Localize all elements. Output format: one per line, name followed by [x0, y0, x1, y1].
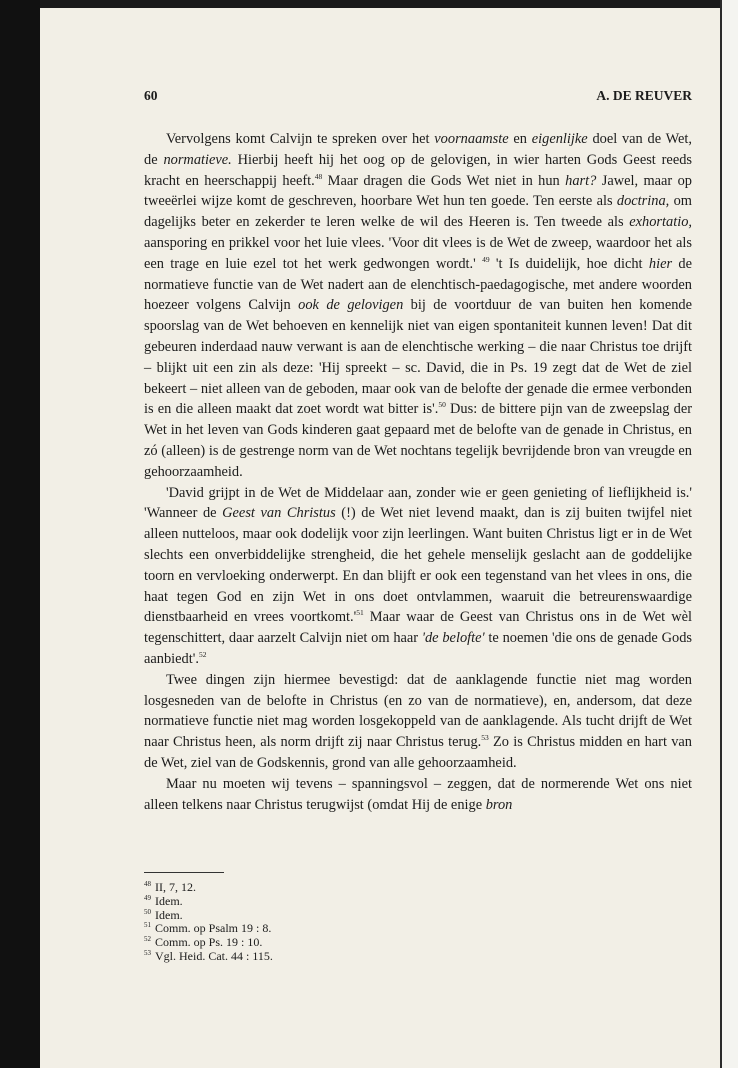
footnote-ref: 52	[198, 650, 207, 660]
book-page	[40, 8, 720, 1068]
scan-border-top	[0, 0, 738, 8]
footnote: $^{50}$ Idem.	[144, 907, 183, 922]
scan-border-left	[0, 0, 40, 1068]
paragraph-1: Vervolgens komt Calvijn te spreken over het voornaamste en eigenlijke doel van de Wet, de normatieve. Hierbij heeft hij het oog op de gelovigen, in wier harten Gods Geest reeds kracht en heerschappij heeft.$^{48}$ Maar dragen die Gods Wet niet in hun hart? Jawel, maar op tweeërlei wijze komt de geschreven, hoorbare Wet hun ten goede. Ten eerste als doctrina, om dagelijks beter en zekerder te leren welke de wil des Heeren is. Ten tweede als exhortatio, aansporing en prikkel voor het luie vlees. 'Voor dit vlees is de Wet de zweep, waardoor het als een trage en luie ezel tot het werk gedwongen wordt.' $^{49}$ 't Is duidelijk, hoe dicht hier de normatieve functie van de Wet nadert aan de elenchtisch-paedagogische, met andere woorden hoezeer volgens Calvijn ook de gelovigen bij de voortduur de van buiten hen komende spoorslag van de Wet behoeven en kennelijk niet van eigen spontaniteit kunnen leven! Dat dit gebeuren inderdaad nauw verwant is aan de elenchtische werking – die naar Christus toe drijft – blijkt uit een zin als deze: 'Hij spreekt – sc. David, die in Ps. 19 zegt dat de Wet de ziel bekeert – niet alleen van de geboden, maar ook van de belofte der genade die ermee verbonden is en die alleen maakt dat zoet wordt wat bitter is'.$^{50}$ Dus: de bittere pijn van de zweepslag der Wet in het leven van Gods kinderen gaat gepaard met de belofte van de genade in Christus, en zó (alleen) is de gestrenge norm van de Wet nochtans tegelijk bevrijdende bron van vreugde en gehoorzaamheid.	[144, 131, 693, 480]
running-header	[144, 88, 692, 108]
footnote: $^{48}$ II, 7, 12.	[144, 880, 196, 894]
paragraph-3: Twee dingen zijn hiermee bevestigd: dat de aanklagende functie niet mag worden losgesneden van de belofte in Christus (en zo van de normatieve), en, andersom, dat deze normatieve functie niet mag worden losgekoppeld van de aanklagende. Als tucht drijft de Wet naar Christus heen, als norm drijft zij naar Christus terug.$^{53}$ Zo is Christus midden en hart van de Wet, ziel van de Godskennis, grond van alle gehoorzaamheid.	[144, 671, 692, 771]
footnote-ref: 49	[482, 254, 490, 264]
footnote-ref: 48	[314, 171, 323, 181]
body-text	[144, 129, 692, 815]
footnote: $^{52}$ Comm. op Ps. 19 : 10.	[144, 935, 263, 950]
footnotes	[144, 881, 544, 964]
footnote-divider	[144, 872, 224, 873]
footnote: $^{49}$ Idem.	[144, 893, 183, 908]
footnote: $^{53}$ Vgl. Heid. Cat. 44 : 115.	[144, 948, 273, 963]
paragraph-2: 'David grijpt in de Wet de Middelaar aan, zonder wie er geen genieting of lieflijkheid is.' 'Wanneer de Geest van Christus (!) de Wet niet levend maakt, dan is zij buiten twijfel niet alleen nutteloos, maar ook dodelijk voor zijn leerlingen. Want buiten Christus ligt er in de Wet slechts een onverbiddelijke strengheid, die het gehele menselijk geslacht aan de goddelijke toorn en vervloeking onderwerpt. En dan blijft er ook een tegenstand van het vlees in ons, die haat tegen God en zijn Wet in ons doet ontvlammen, waaruit die betreurenswaardige dienstbaarheid en vrees $voortkomt.'^{51}$ Maar waar de Geest van Christus ons in de Wet wèl tegenschittert, daar aarzelt Calvijn niet om haar 'de belofte' te noemen 'die ons de genade Gods aanbiedt'.$^{52}$	[144, 484, 693, 667]
running-head-author: A. DE REUVER	[596, 88, 692, 103]
footnote-ref: 50	[438, 400, 446, 410]
footnote-ref: 53	[481, 733, 489, 743]
footnote-ref: 51	[356, 608, 364, 618]
scan-margin-right	[722, 0, 738, 1068]
page-number: 60	[144, 88, 158, 103]
paragraph-4: Maar nu moeten wij tevens – spanningsvol – zeggen, dat de normerende Wet ons niet alleen telkens naar Christus terugwijst (omdat Hij de enige bron	[144, 775, 692, 813]
footnote: $^{51}$ Comm. op Psalm 19 : 8.	[144, 921, 272, 936]
